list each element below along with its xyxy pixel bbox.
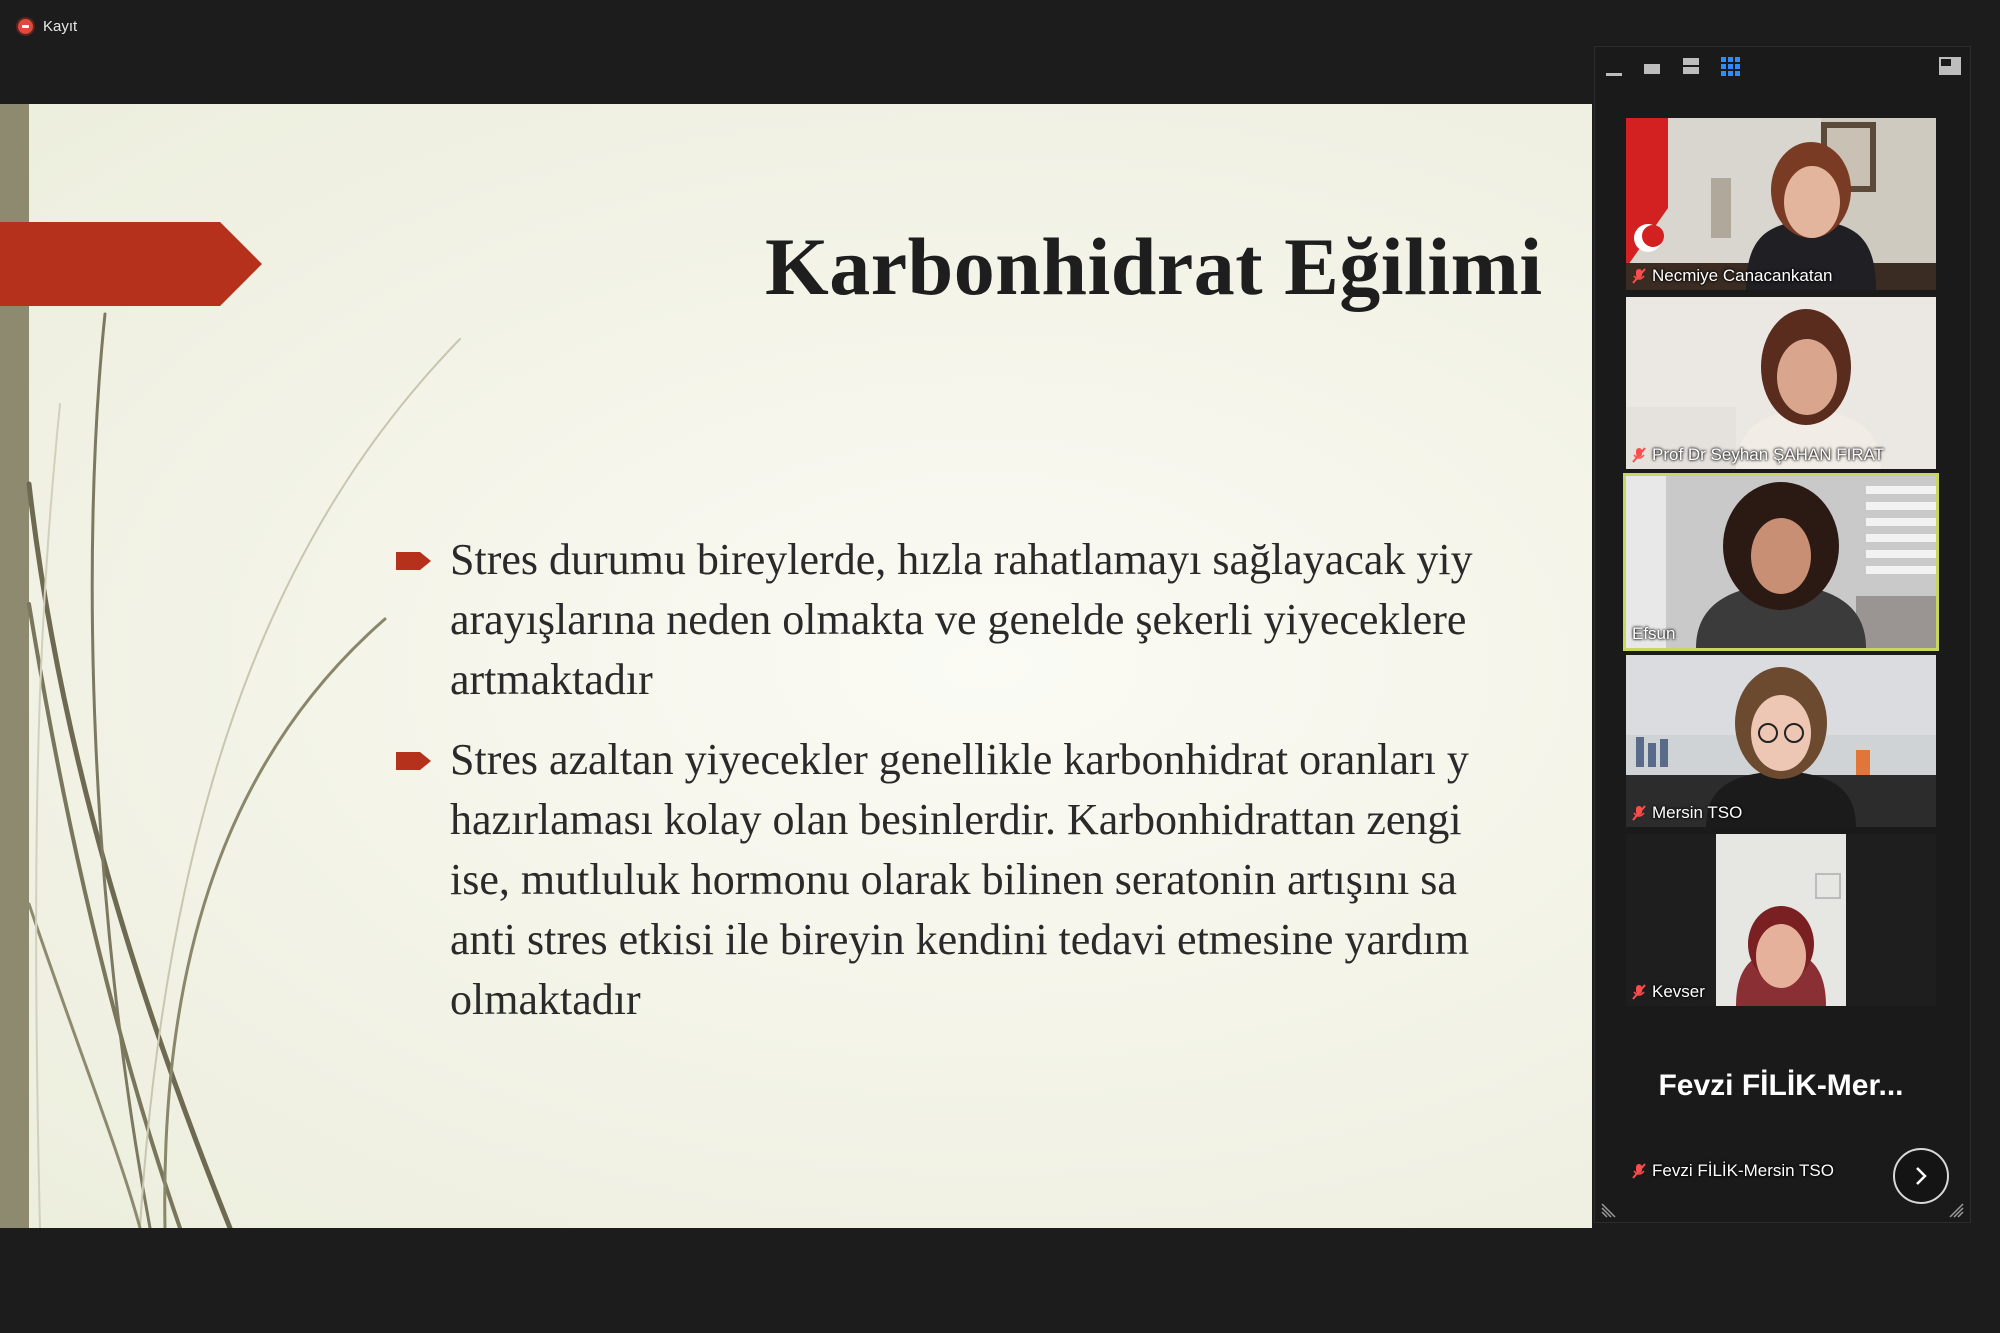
participant-video: [1626, 834, 1936, 1006]
mic-muted-icon: [1632, 805, 1646, 821]
grid-view-icon[interactable]: [1721, 57, 1741, 77]
participant-tile[interactable]: [1626, 655, 1936, 827]
participant-name-label: [1632, 982, 1705, 1002]
bottom-bar: [0, 1228, 2000, 1333]
participant-tile[interactable]: [1626, 1013, 1936, 1185]
participant-tile[interactable]: [1626, 118, 1936, 290]
title-accent-arrow: [0, 222, 262, 306]
participant-tile[interactable]: [1626, 297, 1936, 469]
bullet-line: artmaktadır: [450, 655, 653, 704]
bullet-arrow-icon: [396, 550, 432, 572]
stacked-view-icon[interactable]: [1682, 57, 1700, 75]
shared-screen-slide: [0, 104, 1592, 1228]
bullet-line: Stres azaltan yiyecekler genellikle karbonhidrat oranları y: [450, 735, 1469, 784]
record-icon: [18, 19, 33, 34]
participant-name-label: [1632, 624, 1675, 644]
participant-name: Kevser: [1652, 982, 1705, 1001]
bullet-line: olmaktadır: [450, 975, 641, 1024]
chevron-right-icon: [1913, 1165, 1929, 1187]
bullet-line: Stres durumu bireylerde, hızla rahatlamayı sağlayacak yiy: [450, 535, 1473, 584]
video-gallery-panel: [1594, 46, 1971, 1223]
mic-muted-icon: [1632, 984, 1646, 1000]
bullet-line: ise, mutluluk hormonu olarak bilinen seratonin artışını sa: [450, 855, 1457, 904]
pop-out-icon[interactable]: [1939, 57, 1961, 75]
participant-name-label: [1632, 803, 1742, 823]
mic-muted-icon: [1632, 1163, 1646, 1179]
participant-video: [1626, 476, 1936, 648]
participant-display-name: Fevzi FİLİK-Mer...: [1658, 1069, 1904, 1102]
bullet-line: hazırlaması kolay olan besinlerdir. Karbonhidrattan zengi: [450, 795, 1462, 844]
participant-tile[interactable]: [1626, 834, 1936, 1006]
minimize-icon[interactable]: [1605, 65, 1623, 77]
participant-name-label: [1632, 445, 1884, 465]
mic-muted-icon: [1632, 268, 1646, 284]
participant-name: Mersin TSO: [1652, 803, 1743, 822]
resize-handle-left[interactable]: [1601, 1202, 1617, 1218]
participant-tile-active-speaker[interactable]: [1626, 476, 1936, 648]
participant-video: [1626, 297, 1936, 469]
recording-indicator[interactable]: [18, 18, 77, 35]
resize-handle-right[interactable]: [1948, 1202, 1964, 1218]
bullet-line: arayışlarına neden olmakta ve genelde şekerli yiyeceklere: [450, 595, 1467, 644]
participant-name: Necmiye Canacankatan: [1652, 266, 1833, 285]
participant-name-label: [1632, 266, 1832, 286]
slide-title: Karbonhidrat Eğilimi: [765, 221, 1543, 312]
participant-video: [1626, 655, 1936, 827]
bullet-text: [450, 530, 1473, 710]
bullet-line: anti stres etkisi ile bireyin kendini tedavi etmesine yardım: [450, 915, 1470, 964]
next-page-button[interactable]: [1893, 1148, 1949, 1204]
participant-name: Prof Dr Seyhan ŞAHAN FIRAT: [1652, 445, 1885, 464]
mic-muted-icon: [1632, 447, 1646, 463]
participant-name: Fevzi FİLİK-Mersin TSO: [1652, 1161, 1834, 1180]
bullet-text: [450, 730, 1469, 1030]
bullet-arrow-icon: [396, 750, 432, 772]
recording-label: Kayıt: [43, 18, 78, 35]
participant-name: Efsun: [1632, 624, 1676, 643]
gallery-view-toolbar: [1595, 47, 1970, 93]
participant-name-label: [1632, 1161, 1834, 1181]
single-view-icon[interactable]: [1643, 61, 1661, 75]
participant-video: [1626, 118, 1936, 290]
